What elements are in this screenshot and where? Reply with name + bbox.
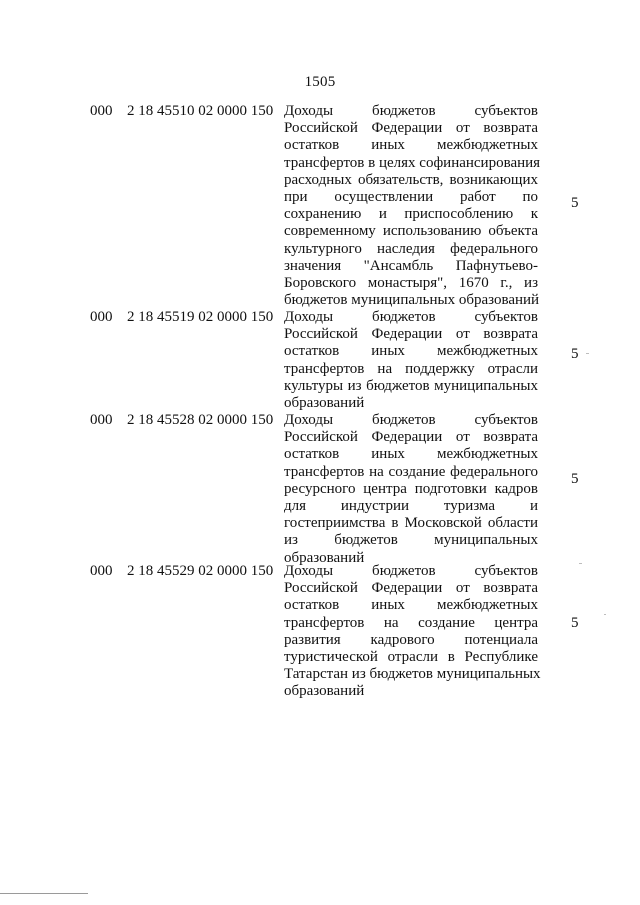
description-line: Татарстан из бюджетов муниципальных <box>284 666 541 683</box>
description-line: Боровского монастыря", 1670 г., из <box>284 274 538 291</box>
description-line: значения "Ансамбль Пафнутьево- <box>284 257 538 274</box>
description-line: трансфертов на создание федерального <box>284 463 538 480</box>
description-line: сохранению и приспособлению к <box>284 206 538 223</box>
description-line: Доходы бюджетов субъектов <box>284 412 538 428</box>
amount-value: 5 <box>571 471 579 487</box>
description-line: туристической отрасли в Республике <box>284 648 538 665</box>
income-description <box>284 563 541 701</box>
admin-code: 000 <box>90 563 113 579</box>
page-number: 1505 <box>304 74 336 90</box>
description-line: образований <box>284 683 365 700</box>
description-line: Российской Федерации от возврата <box>284 580 538 597</box>
scan-speck <box>586 353 589 354</box>
admin-code: 000 <box>90 412 113 428</box>
kbk-code: 2 18 45528 02 0000 150 <box>127 412 274 428</box>
description-line: Доходы бюджетов субъектов <box>284 563 538 579</box>
description-line: для индустрии туризма и <box>284 497 538 514</box>
description-line: культурного наследия федерального <box>284 240 538 257</box>
description-line: образований <box>284 549 365 566</box>
scan-speck <box>604 614 606 615</box>
description-line: трансфертов на создание центра <box>284 614 538 631</box>
bottom-rule <box>0 893 88 894</box>
description-line: остатков иных межбюджетных <box>284 343 538 360</box>
description-line: культуры из бюджетов муниципальных <box>284 377 538 394</box>
kbk-code: 2 18 45519 02 0000 150 <box>127 309 274 325</box>
scan-speck <box>579 563 582 564</box>
description-line: гостеприимства в Московской области <box>284 515 538 532</box>
description-line: современному использованию объекта <box>284 223 538 240</box>
amount-value: 5 <box>571 346 579 362</box>
description-line: развития кадрового потенциала <box>284 631 538 648</box>
description-line: из бюджетов муниципальных <box>284 532 538 549</box>
description-line: Российской Федерации от возврата <box>284 120 538 137</box>
amount-value: 5 <box>571 615 579 631</box>
description-line: Доходы бюджетов субъектов <box>284 103 538 119</box>
amount-value: 5 <box>571 195 579 211</box>
description-line: Доходы бюджетов субъектов <box>284 309 538 325</box>
admin-code: 000 <box>90 103 113 119</box>
income-description <box>284 412 538 567</box>
description-line: трансфертов на поддержку отрасли <box>284 360 538 377</box>
kbk-code: 2 18 45529 02 0000 150 <box>127 563 274 579</box>
description-line: остатков иных межбюджетных <box>284 446 538 463</box>
description-line: остатков иных межбюджетных <box>284 597 538 614</box>
description-line: бюджетов муниципальных образований <box>284 292 540 309</box>
description-line: Российской Федерации от возврата <box>284 326 538 343</box>
description-line: расходных обязательств, возникающих <box>284 171 538 188</box>
kbk-code: 2 18 45510 02 0000 150 <box>127 103 274 119</box>
admin-code: 000 <box>90 309 113 325</box>
description-line: ресурсного центра подготовки кадров <box>284 480 538 497</box>
description-line: образований <box>284 394 365 411</box>
description-line: остатков иных межбюджетных <box>284 137 538 154</box>
income-description <box>284 103 541 309</box>
description-line: трансфертов в целях софинансирования <box>284 154 541 171</box>
income-description <box>284 309 538 412</box>
description-line: Российской Федерации от возврата <box>284 429 538 446</box>
description-line: при осуществлении работ по <box>284 188 538 205</box>
